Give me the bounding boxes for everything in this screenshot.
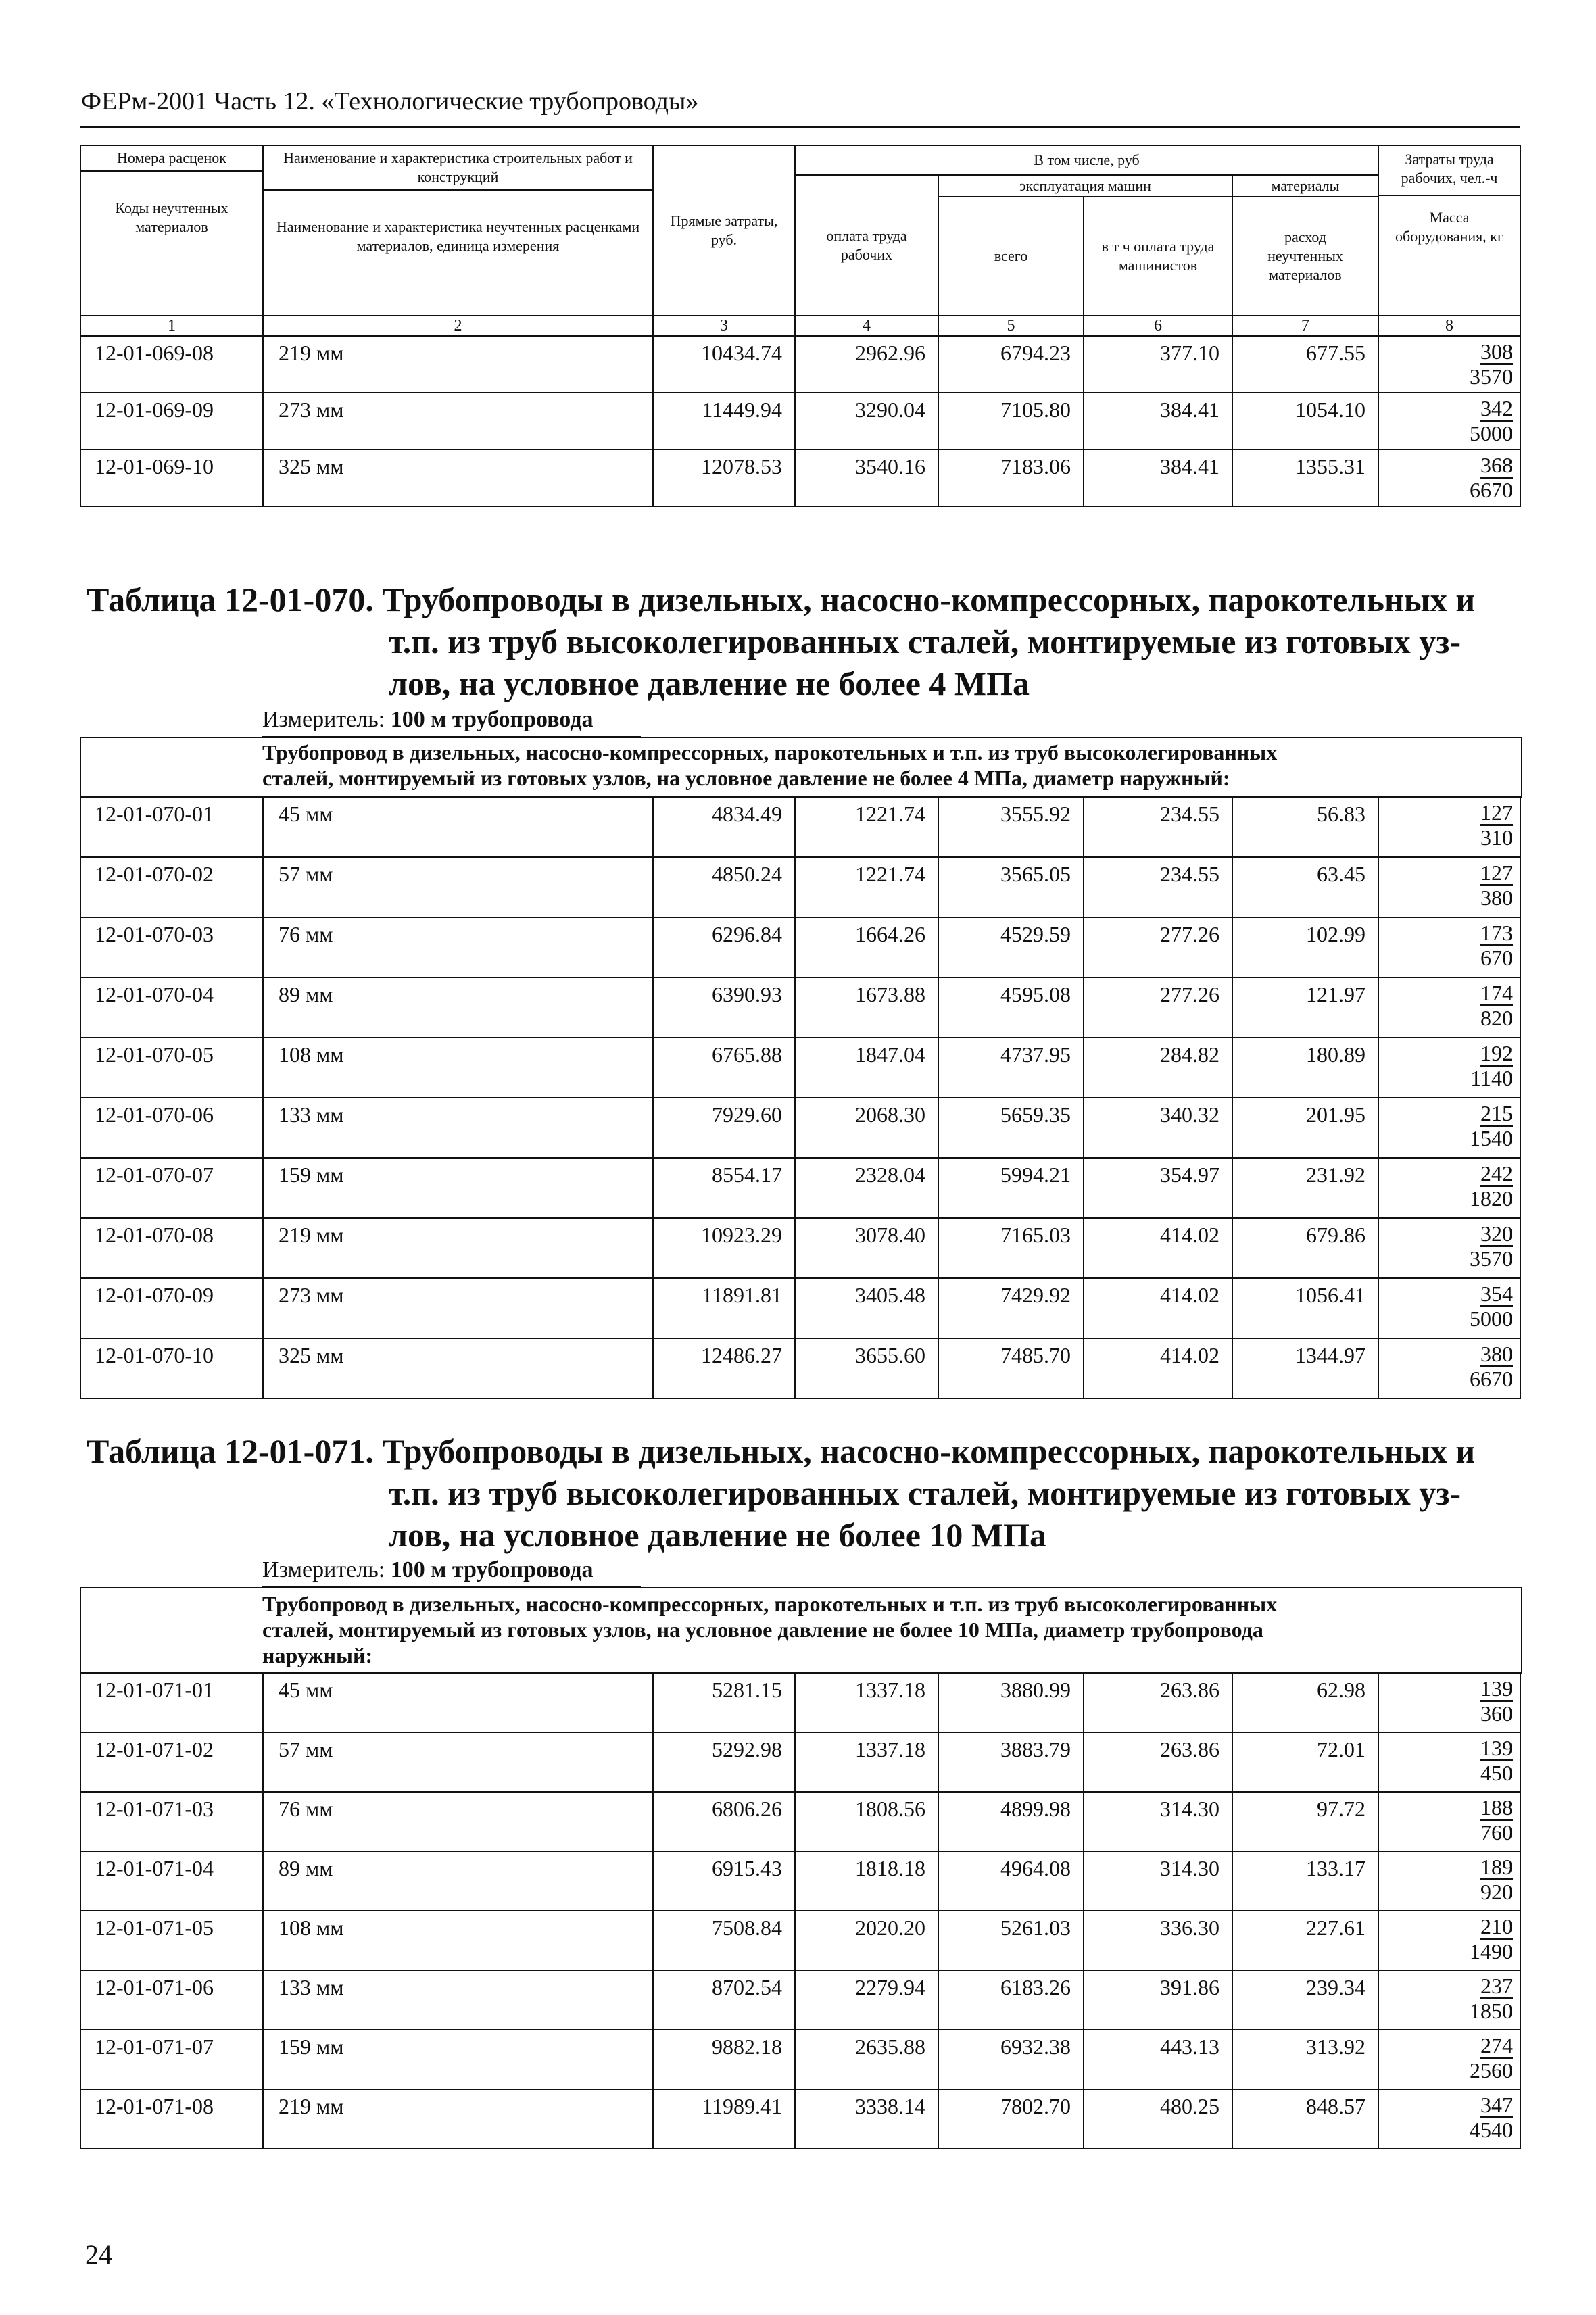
operators-pay: 414.02 xyxy=(1084,1218,1232,1278)
labor-and-mass xyxy=(1378,1851,1520,1911)
equipment-mass: 5000 xyxy=(1470,421,1514,445)
labor-hours: 320 xyxy=(1480,1221,1513,1246)
rate-code: 12-01-070-01 xyxy=(80,797,263,857)
equipment-mass: 920 xyxy=(1480,1880,1513,1904)
rate-code: 12-01-071-02 xyxy=(80,1732,263,1792)
spec-line: Трубопровод в дизельных, насосно-компрессорных, парокотельных и т.п. из труб высоколегированных xyxy=(262,1592,1278,1616)
column-number: 7 xyxy=(1232,316,1378,336)
labor-pay: 2962.96 xyxy=(795,336,938,393)
materials-header: материалы xyxy=(1232,175,1378,197)
column-number: 6 xyxy=(1084,316,1232,336)
machines-total: 6932.38 xyxy=(938,2030,1084,2089)
direct-cost: 10434.74 xyxy=(653,336,795,393)
labor-hours: 210 xyxy=(1480,1914,1513,1939)
meter-label: Измеритель: xyxy=(262,707,385,732)
direct-cost: 6390.93 xyxy=(653,977,795,1038)
materials-cost: 63.45 xyxy=(1232,857,1378,917)
rate-code: 12-01-070-03 xyxy=(80,917,263,977)
direct-cost: 6806.26 xyxy=(653,1792,795,1851)
machines-total: 6183.26 xyxy=(938,1970,1084,2030)
table-row xyxy=(80,1158,1520,1218)
direct-cost: 11891.81 xyxy=(653,1278,795,1338)
materials-cost: 121.97 xyxy=(1232,977,1378,1038)
item-name: 219 мм xyxy=(263,1218,653,1278)
materials-cost: 1355.31 xyxy=(1232,449,1378,506)
equipment-mass: 820 xyxy=(1480,1006,1513,1030)
materials-cost: 1056.41 xyxy=(1232,1278,1378,1338)
labor-and-mass xyxy=(1378,1673,1520,1732)
machines-total: 3883.79 xyxy=(938,1732,1084,1792)
rate-code: 12-01-070-10 xyxy=(80,1338,263,1398)
labor-pay: 1337.18 xyxy=(795,1673,938,1732)
labor-hours: 127 xyxy=(1480,800,1513,825)
item-name: 325 мм xyxy=(263,449,653,506)
labor-hours: 368 xyxy=(1480,453,1514,477)
labor-pay: 3405.48 xyxy=(795,1278,938,1338)
spec-line: Трубопровод в дизельных, насосно-компрессорных, парокотельных и т.п. из труб высоколегированных xyxy=(262,740,1278,764)
labor-and-mass xyxy=(1378,1732,1520,1792)
direct-cost: 11449.94 xyxy=(653,393,795,449)
labor-pay: 1673.88 xyxy=(795,977,938,1038)
table-row xyxy=(80,977,1520,1038)
meter-label: Измеритель: xyxy=(262,1557,385,1582)
column-number: 4 xyxy=(795,316,938,336)
labor-and-mass xyxy=(1378,1098,1520,1158)
item-name: 325 мм xyxy=(263,1338,653,1398)
direct-cost: 8702.54 xyxy=(653,1970,795,2030)
col8-header xyxy=(1378,145,1520,316)
machines-total: 7183.06 xyxy=(938,449,1084,506)
direct-cost: 6296.84 xyxy=(653,917,795,977)
item-name: 108 мм xyxy=(263,1911,653,1970)
table-row xyxy=(80,1338,1520,1398)
operators-pay: 340.32 xyxy=(1084,1098,1232,1158)
direct-cost: 10923.29 xyxy=(653,1218,795,1278)
table-070-title-line: Трубопроводы в дизельных, насосно-компрессорных, парокотельных и xyxy=(382,581,1476,618)
column-numbers-row xyxy=(80,316,1520,336)
table-row xyxy=(80,1278,1520,1338)
labor-hours: 192 xyxy=(1480,1041,1513,1065)
item-name: 159 мм xyxy=(263,2030,653,2089)
materials-cost: 72.01 xyxy=(1232,1732,1378,1792)
materials-cost: 180.89 xyxy=(1232,1038,1378,1098)
operators-pay: 314.30 xyxy=(1084,1851,1232,1911)
header-rule xyxy=(80,126,1520,128)
table-row xyxy=(80,1732,1520,1792)
labor-hours: 188 xyxy=(1480,1795,1513,1820)
equipment-mass: 6670 xyxy=(1470,1367,1513,1391)
machines-total: 7429.92 xyxy=(938,1278,1084,1338)
column-number: 5 xyxy=(938,316,1084,336)
rate-code: 12-01-070-05 xyxy=(80,1038,263,1098)
table-row xyxy=(80,797,1520,857)
item-name: 45 мм xyxy=(263,797,653,857)
labor-pay: 3655.60 xyxy=(795,1338,938,1398)
direct-cost: 4834.49 xyxy=(653,797,795,857)
meter-value: 100 м трубопровода xyxy=(390,1557,594,1582)
machines-total: 4529.59 xyxy=(938,917,1084,977)
equipment-mass: 1140 xyxy=(1470,1066,1513,1090)
operators-pay: 263.86 xyxy=(1084,1732,1232,1792)
operators-pay: 384.41 xyxy=(1084,449,1232,506)
page-number: 24 xyxy=(85,2239,112,2270)
direct-cost: 5281.15 xyxy=(653,1673,795,1732)
operators-pay: 284.82 xyxy=(1084,1038,1232,1098)
direct-cost: 11989.41 xyxy=(653,2089,795,2149)
rate-code: 12-01-071-06 xyxy=(80,1970,263,2030)
table-row xyxy=(80,449,1520,506)
labor-pay: 2068.30 xyxy=(795,1098,938,1158)
labor-and-mass xyxy=(1378,1278,1520,1338)
equipment-mass: 3570 xyxy=(1470,364,1514,389)
spec-line: сталей, монтируемый из готовых узлов, на условное давление не более 10 МПа, диаметр трубопровода xyxy=(262,1617,1263,1642)
machines-total: 4595.08 xyxy=(938,977,1084,1038)
meter-value: 100 м трубопровода xyxy=(390,707,594,732)
operators-pay: 354.97 xyxy=(1084,1158,1232,1218)
table-row xyxy=(80,1911,1520,1970)
item-name: 76 мм xyxy=(263,917,653,977)
col6-header: в т ч оплата труда машинистов xyxy=(1084,197,1232,316)
materials-cost: 231.92 xyxy=(1232,1158,1378,1218)
labor-and-mass xyxy=(1378,1970,1520,2030)
table-row xyxy=(80,336,1520,393)
item-name: 89 мм xyxy=(263,977,653,1038)
rate-code: 12-01-071-03 xyxy=(80,1792,263,1851)
operators-pay: 314.30 xyxy=(1084,1792,1232,1851)
operators-pay: 391.86 xyxy=(1084,1970,1232,2030)
column-number: 8 xyxy=(1378,316,1520,336)
table-row xyxy=(80,917,1520,977)
col2-header xyxy=(263,145,653,316)
table-070-label: Таблица 12-01-070. xyxy=(87,581,374,618)
table-row xyxy=(80,1673,1520,1732)
item-name: 76 мм xyxy=(263,1792,653,1851)
rate-code: 12-01-071-01 xyxy=(80,1673,263,1732)
machines-total: 7105.80 xyxy=(938,393,1084,449)
rate-code: 12-01-070-09 xyxy=(80,1278,263,1338)
table-071 xyxy=(80,1672,1521,2149)
labor-and-mass xyxy=(1378,797,1520,857)
table-069 xyxy=(80,145,1521,507)
rate-code: 12-01-069-08 xyxy=(80,336,263,393)
labor-pay: 2279.94 xyxy=(795,1970,938,2030)
labor-pay: 1221.74 xyxy=(795,797,938,857)
table-071-title-line: лов, на условное давление не более 10 МПа xyxy=(389,1516,1046,1554)
equipment-mass: 760 xyxy=(1480,1820,1513,1845)
machines-total: 7485.70 xyxy=(938,1338,1084,1398)
table-row xyxy=(80,2089,1520,2149)
direct-cost: 7508.84 xyxy=(653,1911,795,1970)
spec-line: сталей, монтируемый из готовых узлов, на условное давление не более 4 МПа, диаметр наружный: xyxy=(262,766,1230,790)
equipment-mass: 6670 xyxy=(1470,478,1514,502)
col3-header: Прямые затраты, руб. xyxy=(653,145,795,316)
labor-pay: 1664.26 xyxy=(795,917,938,977)
equipment-mass: 1850 xyxy=(1470,1999,1513,2023)
labor-hours: 215 xyxy=(1480,1101,1513,1125)
machines-total: 6794.23 xyxy=(938,336,1084,393)
item-name: 45 мм xyxy=(263,1673,653,1732)
labor-and-mass xyxy=(1378,977,1520,1038)
item-name: 159 мм xyxy=(263,1158,653,1218)
rate-code: 12-01-070-08 xyxy=(80,1218,263,1278)
operators-pay: 384.41 xyxy=(1084,393,1232,449)
labor-pay: 3338.14 xyxy=(795,2089,938,2149)
labor-hours: 380 xyxy=(1480,1342,1513,1366)
col1-header xyxy=(80,145,263,316)
labor-pay: 2020.20 xyxy=(795,1911,938,1970)
rate-code: 12-01-069-09 xyxy=(80,393,263,449)
materials-cost: 677.55 xyxy=(1232,336,1378,393)
direct-cost: 6915.43 xyxy=(653,1851,795,1911)
table-070 xyxy=(80,796,1521,1399)
col4-header: оплата труда рабочих xyxy=(795,175,938,316)
machines-total: 4737.95 xyxy=(938,1038,1084,1098)
item-name: 89 мм xyxy=(263,1851,653,1911)
materials-cost: 239.34 xyxy=(1232,1970,1378,2030)
labor-and-mass xyxy=(1378,917,1520,977)
labor-pay: 1847.04 xyxy=(795,1038,938,1098)
labor-hours: 308 xyxy=(1480,339,1514,364)
table-070-title-line: лов, на условное давление не более 4 МПа xyxy=(389,664,1030,702)
operators-pay: 377.10 xyxy=(1084,336,1232,393)
direct-cost: 9882.18 xyxy=(653,2030,795,2089)
operators-pay: 414.02 xyxy=(1084,1338,1232,1398)
col1-header-bottom: Коды неучтенных материалов xyxy=(115,199,228,235)
table-070-body xyxy=(80,797,1520,1398)
item-name: 273 мм xyxy=(263,393,653,449)
labor-pay: 1818.18 xyxy=(795,1851,938,1911)
col1-header-top: Номера расценок xyxy=(81,146,262,172)
materials-cost: 62.98 xyxy=(1232,1673,1378,1732)
equipment-mass: 4540 xyxy=(1470,2118,1513,2142)
labor-and-mass xyxy=(1378,1338,1520,1398)
table-row xyxy=(80,1038,1520,1098)
labor-and-mass xyxy=(1378,336,1520,393)
machines-total: 3880.99 xyxy=(938,1673,1084,1732)
operators-pay: 443.13 xyxy=(1084,2030,1232,2089)
table-071-meter xyxy=(262,1557,594,1583)
machines-total: 4899.98 xyxy=(938,1792,1084,1851)
item-name: 219 мм xyxy=(263,2089,653,2149)
column-number: 2 xyxy=(263,316,653,336)
materials-cost: 848.57 xyxy=(1232,2089,1378,2149)
materials-cost: 1344.97 xyxy=(1232,1338,1378,1398)
machines-total: 4964.08 xyxy=(938,1851,1084,1911)
item-name: 57 мм xyxy=(263,1732,653,1792)
table-070-meter xyxy=(262,707,594,733)
table-071-title-line: т.п. из труб высоколегированных сталей, монтируемые из готовых уз- xyxy=(389,1474,1461,1512)
equipment-mass: 360 xyxy=(1480,1701,1513,1726)
labor-hours: 139 xyxy=(1480,1736,1513,1760)
operators-pay: 414.02 xyxy=(1084,1278,1232,1338)
operators-pay: 336.30 xyxy=(1084,1911,1232,1970)
table-071-title xyxy=(87,1430,1520,1556)
labor-hours: 174 xyxy=(1480,981,1513,1005)
running-header: ФЕРм-2001 Часть 12. «Технологические трубопроводы» xyxy=(81,87,699,116)
item-name: 108 мм xyxy=(263,1038,653,1098)
labor-pay: 1808.56 xyxy=(795,1792,938,1851)
materials-cost: 1054.10 xyxy=(1232,393,1378,449)
labor-and-mass xyxy=(1378,2089,1520,2149)
labor-pay: 1221.74 xyxy=(795,857,938,917)
labor-hours: 354 xyxy=(1480,1282,1513,1306)
column-number: 3 xyxy=(653,316,795,336)
spec-line: наружный: xyxy=(262,1643,373,1667)
rate-code: 12-01-071-05 xyxy=(80,1911,263,1970)
group-header: В том числе, руб xyxy=(795,145,1378,175)
labor-hours: 127 xyxy=(1480,860,1513,885)
col2-header-top: Наименование и характеристика строительных работ и конструкций xyxy=(264,146,652,191)
rate-code: 12-01-071-07 xyxy=(80,2030,263,2089)
labor-pay: 2635.88 xyxy=(795,2030,938,2089)
table-069-body xyxy=(80,336,1520,506)
direct-cost: 12486.27 xyxy=(653,1338,795,1398)
machines-total: 7165.03 xyxy=(938,1218,1084,1278)
table-row xyxy=(80,1218,1520,1278)
operators-pay: 480.25 xyxy=(1084,2089,1232,2149)
equipment-mass: 3570 xyxy=(1470,1246,1513,1271)
table-row xyxy=(80,1970,1520,2030)
machines-header: эксплуатация машин xyxy=(938,175,1232,197)
labor-pay: 3290.04 xyxy=(795,393,938,449)
direct-cost: 8554.17 xyxy=(653,1158,795,1218)
machines-total: 7802.70 xyxy=(938,2089,1084,2149)
machines-total: 3565.05 xyxy=(938,857,1084,917)
labor-and-mass xyxy=(1378,1158,1520,1218)
table-071-spec xyxy=(262,1591,1513,1668)
col2-header-bottom: Наименование и характеристика неучтенных расценками материалов, единица измерения xyxy=(276,218,640,254)
operators-pay: 263.86 xyxy=(1084,1673,1232,1732)
equipment-mass: 1490 xyxy=(1470,1939,1513,1964)
direct-cost: 7929.60 xyxy=(653,1098,795,1158)
col5-header: всего xyxy=(938,197,1084,316)
item-name: 133 мм xyxy=(263,1098,653,1158)
labor-and-mass xyxy=(1378,1038,1520,1098)
direct-cost: 6765.88 xyxy=(653,1038,795,1098)
item-name: 133 мм xyxy=(263,1970,653,2030)
direct-cost: 12078.53 xyxy=(653,449,795,506)
equipment-mass: 380 xyxy=(1480,885,1513,910)
rate-code: 12-01-070-07 xyxy=(80,1158,263,1218)
operators-pay: 277.26 xyxy=(1084,977,1232,1038)
materials-cost: 97.72 xyxy=(1232,1792,1378,1851)
table-070-title xyxy=(87,579,1520,704)
materials-cost: 102.99 xyxy=(1232,917,1378,977)
equipment-mass: 310 xyxy=(1480,825,1513,850)
table-071-body xyxy=(80,1673,1520,2149)
rate-code: 12-01-070-02 xyxy=(80,857,263,917)
labor-and-mass xyxy=(1378,2030,1520,2089)
direct-cost: 4850.24 xyxy=(653,857,795,917)
direct-cost: 5292.98 xyxy=(653,1732,795,1792)
labor-hours: 274 xyxy=(1480,2033,1513,2057)
table-070-title-line: т.п. из труб высоколегированных сталей, монтируемые из готовых уз- xyxy=(389,623,1461,660)
equipment-mass: 450 xyxy=(1480,1761,1513,1785)
machines-total: 5994.21 xyxy=(938,1158,1084,1218)
materials-cost: 201.95 xyxy=(1232,1098,1378,1158)
col8-header-top: Затраты труда рабочих, чел.-ч xyxy=(1379,146,1520,196)
table-071-label: Таблица 12-01-071. xyxy=(87,1432,374,1470)
table-row xyxy=(80,2030,1520,2089)
col7-header: расход неучтенных материалов xyxy=(1232,197,1378,316)
table-071-title-line: Трубопроводы в дизельных, насосно-компрессорных, парокотельных и xyxy=(382,1432,1476,1470)
labor-and-mass xyxy=(1378,393,1520,449)
rate-code: 12-01-071-08 xyxy=(80,2089,263,2149)
labor-pay: 2328.04 xyxy=(795,1158,938,1218)
labor-pay: 3540.16 xyxy=(795,449,938,506)
labor-hours: 242 xyxy=(1480,1161,1513,1186)
labor-and-mass xyxy=(1378,1218,1520,1278)
labor-pay: 3078.40 xyxy=(795,1218,938,1278)
materials-cost: 133.17 xyxy=(1232,1851,1378,1911)
labor-hours: 342 xyxy=(1480,396,1514,420)
machines-total: 5659.35 xyxy=(938,1098,1084,1158)
item-name: 219 мм xyxy=(263,336,653,393)
item-name: 273 мм xyxy=(263,1278,653,1338)
labor-pay: 1337.18 xyxy=(795,1732,938,1792)
item-name: 57 мм xyxy=(263,857,653,917)
rate-code: 12-01-070-06 xyxy=(80,1098,263,1158)
operators-pay: 234.55 xyxy=(1084,797,1232,857)
materials-cost: 56.83 xyxy=(1232,797,1378,857)
labor-and-mass xyxy=(1378,1911,1520,1970)
rate-code: 12-01-070-04 xyxy=(80,977,263,1038)
machines-total: 5261.03 xyxy=(938,1911,1084,1970)
equipment-mass: 2560 xyxy=(1470,2058,1513,2082)
equipment-mass: 5000 xyxy=(1470,1307,1513,1331)
col8-header-bottom: Масса оборудования, кг xyxy=(1395,209,1503,245)
table-row xyxy=(80,1851,1520,1911)
labor-hours: 189 xyxy=(1480,1855,1513,1879)
materials-cost: 313.92 xyxy=(1232,2030,1378,2089)
materials-cost: 679.86 xyxy=(1232,1218,1378,1278)
labor-and-mass xyxy=(1378,857,1520,917)
labor-hours: 173 xyxy=(1480,921,1513,945)
materials-cost: 227.61 xyxy=(1232,1911,1378,1970)
operators-pay: 234.55 xyxy=(1084,857,1232,917)
rate-code: 12-01-071-04 xyxy=(80,1851,263,1911)
labor-hours: 139 xyxy=(1480,1676,1513,1701)
labor-hours: 347 xyxy=(1480,2093,1513,2117)
labor-hours: 237 xyxy=(1480,1974,1513,1998)
labor-and-mass xyxy=(1378,1792,1520,1851)
equipment-mass: 1820 xyxy=(1470,1186,1513,1211)
table-row xyxy=(80,857,1520,917)
column-number: 1 xyxy=(80,316,263,336)
labor-and-mass xyxy=(1378,449,1520,506)
rate-code: 12-01-069-10 xyxy=(80,449,263,506)
table-row xyxy=(80,1098,1520,1158)
table-row xyxy=(80,393,1520,449)
equipment-mass: 670 xyxy=(1480,946,1513,970)
equipment-mass: 1540 xyxy=(1470,1126,1513,1150)
table-070-spec xyxy=(262,739,1513,791)
table-row xyxy=(80,1792,1520,1851)
machines-total: 3555.92 xyxy=(938,797,1084,857)
operators-pay: 277.26 xyxy=(1084,917,1232,977)
